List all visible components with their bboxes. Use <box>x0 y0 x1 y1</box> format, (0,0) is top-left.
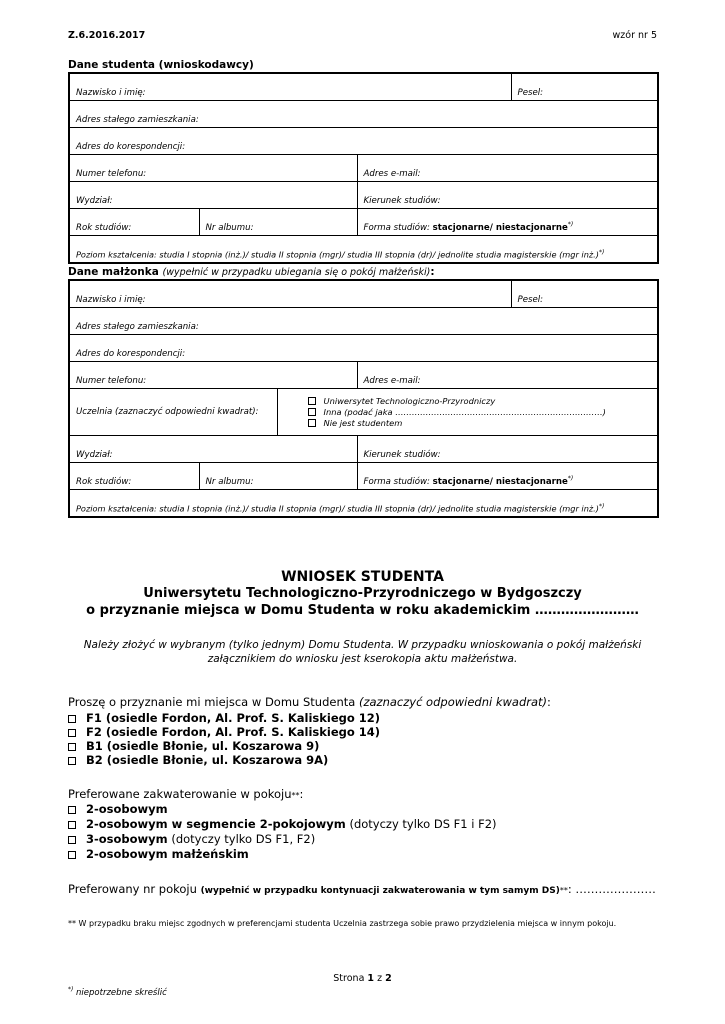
table-row <box>69 280 658 308</box>
room-option-label: 2-osobowym małżeńskim <box>86 847 249 861</box>
form-title: WNIOSEK STUDENTA <box>281 569 444 585</box>
table-row <box>69 73 658 101</box>
table-row <box>69 389 658 436</box>
university-option[interactable] <box>308 418 652 429</box>
room-option-marital[interactable] <box>68 847 249 861</box>
spouse-email-field[interactable]: Adres e-mail: <box>357 362 658 389</box>
name-field[interactable]: Nazwisko i imię: <box>69 73 511 101</box>
dorm-option-b1[interactable] <box>68 739 319 753</box>
table-row <box>69 335 658 362</box>
dorm-option-f1[interactable] <box>68 711 380 725</box>
footnote-text: niepotrzebne skreślić <box>73 987 167 998</box>
checkbox-icon[interactable] <box>68 729 76 737</box>
room-option-label: 3-osobowym <box>86 832 168 846</box>
room-prompt-text: Preferowane zakwaterowanie w pokoju <box>68 787 292 801</box>
room-option-triple[interactable] <box>68 832 315 846</box>
dorm-option-f2[interactable] <box>68 725 380 739</box>
checkbox-icon[interactable] <box>68 743 76 751</box>
table-row <box>69 463 658 490</box>
table-row <box>69 362 658 389</box>
checkbox-icon[interactable] <box>68 806 76 814</box>
footnote-mark: *) <box>598 503 605 511</box>
page-number <box>0 973 725 984</box>
email-field[interactable]: Adres e-mail: <box>357 155 658 182</box>
spouse-correspondence-address-field[interactable]: Adres do korespondencji: <box>69 335 658 362</box>
checkbox-icon[interactable] <box>68 757 76 765</box>
room-prompt <box>68 787 303 801</box>
table-row <box>69 436 658 463</box>
pesel-field[interactable]: Pesel: <box>511 73 658 101</box>
dorm-option-b2[interactable] <box>68 753 328 767</box>
checkbox-icon[interactable] <box>68 821 76 829</box>
room-number-field[interactable] <box>68 882 656 896</box>
spouse-pesel-field[interactable]: Pesel: <box>511 280 658 308</box>
spouse-title-end: : <box>430 266 435 278</box>
template-number: wzór nr 5 <box>612 30 657 41</box>
correspondence-address-field[interactable]: Adres do korespondencji: <box>69 128 658 155</box>
spouse-title-note: (wypełnić w przypadku ubiegania się o pokój małżeński) <box>162 267 431 278</box>
form-subtitle-purpose: o przyznanie miejsca w Domu Studenta w roku akademickim …………………… <box>86 603 639 618</box>
table-row <box>69 490 658 518</box>
table-row <box>69 182 658 209</box>
spouse-phone-field[interactable]: Numer telefonu: <box>69 362 357 389</box>
footnote-single-star <box>68 986 167 998</box>
study-mode-label: Forma studiów: <box>363 477 430 487</box>
university-option[interactable] <box>308 396 652 407</box>
table-row <box>69 101 658 128</box>
dorm-option-label: F2 (osiedle Fordon, Al. Prof. S. Kaliskiego 14) <box>86 725 381 739</box>
checkbox-icon[interactable] <box>68 851 76 859</box>
university-options <box>277 389 658 436</box>
page-sep: z <box>374 973 386 984</box>
phone-field[interactable]: Numer telefonu: <box>69 155 357 182</box>
checkbox-icon[interactable] <box>68 836 76 844</box>
room-number-blank: : ………………… <box>567 882 656 896</box>
room-option-note: (dotyczy tylko DS F1 i F2) <box>345 817 497 831</box>
room-number-note: (wypełnić w przypadku kontynuacji zakwaterowania w tym samym DS) <box>200 886 560 896</box>
permanent-address-field[interactable]: Adres stałego zamieszkania: <box>69 101 658 128</box>
footnote-mark: ** <box>559 886 568 895</box>
room-option-segment[interactable] <box>68 817 497 831</box>
form-subtitle-university: Uniwersytetu Technologiczno-Przyrodniczego w Bydgoszczy <box>143 586 582 601</box>
study-mode-label: Forma studiów: <box>363 223 430 233</box>
footnote-mark: *) <box>68 986 74 993</box>
dorm-prompt <box>68 695 551 709</box>
checkbox-icon[interactable] <box>308 408 316 416</box>
spouse-education-level-field[interactable] <box>69 490 658 518</box>
study-mode-value: stacjonarne/ niestacjonarne <box>432 477 568 487</box>
page-total: 2 <box>385 973 392 984</box>
university-label: Uczelnia (zaznaczyć odpowiedni kwadrat): <box>69 389 277 436</box>
dorm-prompt-text: Proszę o przyznanie mi miejsca w Domu Studenta <box>68 695 359 709</box>
room-prompt-end: : <box>299 787 304 801</box>
university-option-label: Nie jest studentem <box>323 417 403 428</box>
education-level-text: Poziom kształcenia: studia I stopnia (inż.)/ studia II stopnia (mgr)/ studia III stopnia (dr)/ jednolite studia magisterskie (mgr inż.) <box>76 504 599 514</box>
dorm-option-label: F1 (osiedle Fordon, Al. Prof. S. Kaliskiego 12) <box>86 711 381 725</box>
dorm-option-label: B1 (osiedle Błonie, ul. Koszarowa 9) <box>86 739 320 753</box>
footnote-mark: *) <box>598 249 605 257</box>
spouse-title-text: Dane małżonka <box>68 266 159 278</box>
table-row <box>69 209 658 236</box>
room-option-double[interactable] <box>68 802 168 816</box>
room-option-label: 2-osobowym <box>86 802 168 816</box>
page-current: 1 <box>367 973 375 984</box>
student-section-title: Dane studenta (wnioskodawcy) <box>68 59 254 71</box>
dorm-option-label: B2 (osiedle Błonie, ul. Koszarowa 9A) <box>86 753 329 767</box>
spouse-permanent-address-field[interactable]: Adres stałego zamieszkania: <box>69 308 658 335</box>
dorm-prompt-end: : <box>547 695 551 709</box>
student-data-table <box>68 72 659 264</box>
spouse-field-of-study-field[interactable]: Kierunek studiów: <box>357 436 658 463</box>
room-option-label: 2-osobowym w segmencie 2-pokojowym <box>86 817 346 831</box>
spouse-year-field[interactable]: Rok studiów: <box>69 463 199 490</box>
table-row <box>69 155 658 182</box>
dorm-prompt-note: (zaznaczyć odpowiedni kwadrat) <box>358 695 548 709</box>
footnote-double-star: ** W przypadku braku miejsc zgodnych w preferencjami studenta Uczelnia zastrzega sobie prawo przydzielenia miejsca w innym pokoju. <box>68 919 617 928</box>
study-mode-field[interactable] <box>357 209 658 236</box>
spouse-album-field[interactable]: Nr albumu: <box>199 463 357 490</box>
spouse-section-title <box>68 266 435 278</box>
university-option-label: Inna (podać jaka …………………………………………………………………) <box>323 406 606 417</box>
faculty-field[interactable]: Wydział: <box>69 182 357 209</box>
spouse-name-field[interactable]: Nazwisko i imię: <box>69 280 511 308</box>
instruction-note: Należy złożyć w wybranym (tylko jednym) Domu Studenta. W przypadku wnioskowania o pokój małżeński załącznikiem do wniosku jest kserokopia aktu małżeństwa. <box>83 639 642 665</box>
university-option[interactable] <box>308 407 652 418</box>
university-option-label: Uniwersytet Technologiczno-Przyrodniczy <box>323 395 496 406</box>
year-field[interactable]: Rok studiów: <box>69 209 199 236</box>
album-field[interactable]: Nr albumu: <box>199 209 357 236</box>
footnote-mark: *) <box>567 221 574 229</box>
education-level-field[interactable] <box>69 236 658 264</box>
footnote-mark: *) <box>567 475 574 483</box>
room-number-label: Preferowany nr pokoju <box>68 882 201 896</box>
spouse-study-mode-field[interactable] <box>357 463 658 490</box>
checkbox-icon[interactable] <box>308 419 316 427</box>
table-row <box>69 236 658 264</box>
education-level-text: Poziom kształcenia: studia I stopnia (inż.)/ studia II stopnia (mgr)/ studia III stopnia (dr)/ jednolite studia magisterskie (mgr inż.) <box>76 250 599 260</box>
checkbox-icon[interactable] <box>308 397 316 405</box>
table-row <box>69 308 658 335</box>
document-code: Z.6.2016.2017 <box>68 30 146 41</box>
room-option-note: (dotyczy tylko DS F1, F2) <box>167 832 316 846</box>
field-of-study-field[interactable]: Kierunek studiów: <box>357 182 658 209</box>
page-prefix: Strona <box>333 973 368 984</box>
footnote-mark: ** <box>291 791 300 800</box>
spouse-data-table <box>68 279 659 518</box>
spouse-faculty-field[interactable]: Wydział: <box>69 436 357 463</box>
table-row <box>69 128 658 155</box>
study-mode-value: stacjonarne/ niestacjonarne <box>432 223 568 233</box>
checkbox-icon[interactable] <box>68 715 76 723</box>
